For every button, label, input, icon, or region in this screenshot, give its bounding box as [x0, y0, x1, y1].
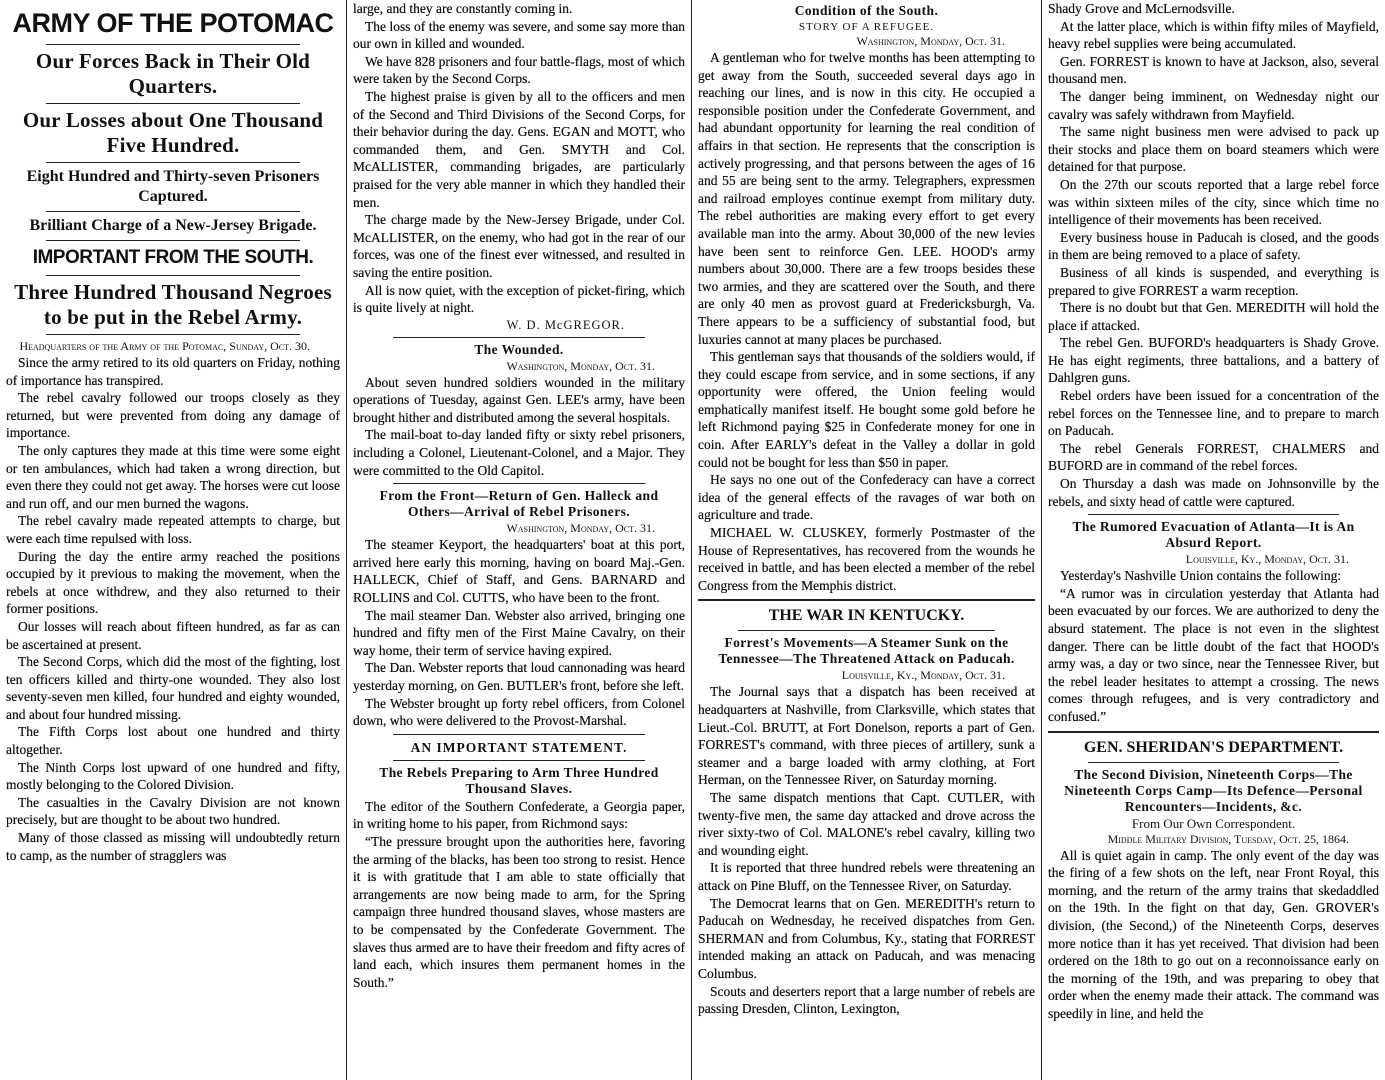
article-heading: Forrest's Movements—A Steamer Sunk on the Tennessee—The Threatened Attack on Paducah.: [718, 635, 1015, 667]
divider: [46, 103, 300, 104]
divider: [46, 240, 300, 241]
divider: [46, 275, 300, 276]
divider: [698, 599, 1035, 601]
paragraph: Yesterday's Nashville Union contains the following:: [1060, 568, 1342, 584]
dateline: Middle Military Division, Tuesday, Oct. 25, 1864.: [1107, 831, 1349, 846]
paragraph: Since the army retired to its old quarters on Friday, nothing of importance has transpired.: [6, 355, 340, 388]
article-subheading: STORY OF A REFUGEE.: [798, 21, 935, 33]
paragraph: This gentleman says that thousands of the soldiers would, if they could escape from service, and in some sections, if any opportunity were offered, the Union feeling would emphatically manifest itself. He bought some gold before he left Richmond paying $25 in Confederate money for one in coin. After EARLY's defeat in the Valley a dollar in gold could not be bought for less than $50 in paper.: [698, 349, 1035, 470]
divider: [46, 211, 300, 212]
paragraph: “The pressure brought upon the authorities here, favoring the arming of the blacks, has been too strong to resist. Hence it is with gratitude that I am able to state officially that arrangements are now being made to arm, for the Spring campaign three hundred thousand slaves, whose masters are to be compensated by the Confederate Government. The slaves thus armed are to have their freedom and fifty acres of land each, which insures them permanent homes in the South.”: [353, 833, 685, 990]
paragraph: The Democrat learns that on Gen. MEREDITH's return to Paducah on Wednesday, he received dispatches from Gen. SHERMAN and from Columbus, Ky., stating that FORREST intended making an attack on Paducah, and was menacing Columbus.: [698, 895, 1035, 981]
divider: [393, 734, 645, 735]
dateline: Louisville, Ky., Monday, Oct. 31.: [841, 668, 1005, 683]
paragraph: Our losses will reach about fifteen hundred, as far as can be ascertained at present.: [6, 618, 340, 652]
column-3: [692, 0, 1041, 1018]
paragraph: The Second Corps, which did the most of the fighting, lost ten officers killed and thirty-one wounded. They also lost seventy-seven men killed, four hundred and eighty wounded, and about four hundred missing.: [6, 654, 340, 722]
paragraph: The same dispatch mentions that Capt. CUTLER, with twenty-five men, the same day attacked and drove across the river sixty-two of Col. MALONE's rebel cavalry, killing two and wounding eight.: [698, 789, 1035, 858]
paragraph: On Thursday a dash was made on Johnsonville by the rebels, and sixty head of cattle were captured.: [1048, 476, 1379, 509]
paragraph: It is reported that three hundred rebels were threatening an attack on Pine Bluff, on the Tennessee River, on Saturday.: [698, 860, 1035, 893]
paragraph: The only captures they made at this time were some eight or ten ambulances, which had taken a wrong direction, but even there they could not get away. The horses were cut loose and run off, and our men burned the wagons.: [6, 442, 341, 511]
divider: [1048, 731, 1379, 733]
paragraph: All is quiet again in camp. The only event of the day was the firing of a few shots on the left, near Front Royal, this morning, and the return of the army trains that skedaddled on the 19th. In the fight on that day, Gen. GROVER's division, (the Second,) of the Nineteenth Corps, deserves more notice than it has yet received. That division had been ordered on the 18th to go out on a reconnoissance early on the morning of the 19th, and was preparing to obey that order when the enemy made their attack. The command was speedily in line, and held the: [1048, 847, 1379, 1021]
paragraph: The mail steamer Dan. Webster also arrived, bringing one hundred and fifty men of the First Maine Cavalry, on their way home, their term of service having expired.: [353, 607, 685, 658]
article-heading: The Rebels Preparing to Arm Three Hundred Thousand Slaves.: [379, 764, 659, 796]
paragraph: All is now quiet, with the exception of picket-firing, which is quite lively at night.: [353, 282, 685, 316]
paragraph: The mail-boat to-day landed fifty or sixty rebel prisoners, including a Colonel, Lieutenant-Colonel, and a Major. They were committed to the Old Capitol.: [353, 427, 685, 478]
section-headline: THE WAR IN KENTUCKY.: [768, 607, 965, 625]
paragraph: Many of those classed as missing will undoubtedly return to camp, as the number of stragglers was: [6, 830, 340, 863]
paragraph: Business of all kinds is suspended, and everything is prepared to give FORREST a warm reception.: [1048, 264, 1379, 298]
paragraph: We have 828 prisoners and four battle-flags, most of which were taken by the Second Corps.: [353, 53, 685, 87]
paragraph: MICHAEL W. CLUSKEY, formerly Postmaster of the House of Representatives, has recovered from the wounds he received in battle, and has been elected a member of the rebel Congress from the Memphis district.: [698, 525, 1035, 593]
paragraph: The loss of the enemy was severe, and some say more than our own in killed and wounded.: [353, 18, 685, 52]
paragraph: The same night business men were advised to pack up their stocks and place them on board steamers which were detained for that purpose.: [1048, 124, 1379, 175]
paragraph: The rebel Generals FORREST, CHALMERS and BUFORD are in command of the rebel forces.: [1048, 440, 1379, 474]
divider: [1088, 514, 1339, 515]
paragraph: large, and they are constantly coming in.: [353, 1, 573, 16]
paragraph: The steamer Keyport, the headquarters' boat at this port, arrived here early this morning, having on board Maj.-Gen. HALLECK, Chief of Staff, and Gens. BARNARD and ROLLINS and Col. CUTTS, who have been to the front.: [353, 537, 685, 606]
article-heading: The Rumored Evacuation of Atlanta—It is An Absurd Report.: [1072, 519, 1355, 551]
paragraph: There is no doubt but that Gen. MEREDITH will hold the place if attacked.: [1048, 300, 1379, 333]
dateline: Washington, Monday, Oct. 31.: [506, 358, 655, 373]
paragraph: Every business house in Paducah is closed, and the goods in them are being removed to a place of safety.: [1048, 229, 1379, 263]
paragraph: Shady Grove and McLernodsville.: [1048, 1, 1235, 16]
paragraph: The charge made by the New-Jersey Brigade, under Col. McALLISTER, on the enemy, who had got in the rear of our forces, was one of the finest ever witnessed, and resulted in saving the entire position.: [353, 212, 685, 280]
section-headline: GEN. SHERIDAN'S DEPARTMENT.: [1083, 738, 1344, 756]
paragraph: A gentleman who for twelve months has been attempting to get away from the South, succeeded several days ago in reaching our lines, and is now in this city. He occupied a responsible position under the Confederate Government, and had abundant opportunity for learning the real condition of affairs in that section. He represents that the conscription is actively progressing, and that persons between the ages of 16 and 55 are being sent to the army. Telegraphers, expressmen and railroad employes continue exempt from military duty. The rebel authorities are making every effort to get every available man into the army. About 30,000 of the new levies have been sent to reinforce Gen. LEE. HOOD's army numbers about 30,000. There are a few troops besides these two armies, and they are scattered over the South, and there are only 40 men as provost guard at Fredericksburgh, Va. There appears to be a sufficiency of substantial food, but luxuries cannot at many places be purchased.: [698, 50, 1035, 347]
paragraph: On the 27th our scouts reported that a large rebel force was within sixteen miles of the city, since which time no intelligence of their movements has been received.: [1048, 176, 1379, 228]
divider: [393, 760, 645, 761]
column-2: [347, 0, 691, 991]
subheadline: Our Losses about One Thousand Five Hundred.: [22, 108, 324, 157]
divider: [46, 44, 300, 45]
divider: [46, 334, 300, 335]
paragraph: The Ninth Corps lost upward of one hundred and fifty, mostly belonging to the Colored Division.: [6, 759, 340, 793]
column-4: [1042, 0, 1385, 1023]
paragraph: “A rumor was in circulation yesterday that Atlanta had been evacuated by our forces. We are authorized to deny the absurd statement. The place is not even in the slightest danger. There can be little doubt of the fact that HOOD's army was, a day or two since, near the Tennessee River, but the rebel leader hesitates to attempt a crossing. The news comes through refugees, and is very contradictory and confused.”: [1048, 585, 1379, 724]
paragraph: Gen. FORREST is known to have at Jackson, also, several thousand men.: [1048, 53, 1379, 87]
divider: [393, 337, 645, 338]
paragraph: Scouts and deserters report that a large number of rebels are passing Dresden, Clinton, Lexington,: [698, 983, 1035, 1017]
article-heading: The Wounded.: [474, 341, 564, 357]
article-heading: From the Front—Return of Gen. Halleck and Others—Arrival of Rebel Prisoners.: [379, 488, 659, 520]
byline: From Our Own Correspondent.: [1131, 815, 1296, 831]
subheadline: Our Forces Back in Their Old Quarters.: [35, 49, 311, 98]
headline: ARMY OF THE POTOMAC: [12, 8, 334, 38]
paragraph: At the latter place, which is within fifty miles of Mayfield, heavy rebel supplies were being accumulated.: [1048, 18, 1379, 52]
paragraph: The highest praise is given by all to the officers and men of the Second and Third Divisions of the Second Corps, for their behavior during the day. Gens. EGAN and MOTT, who commanded them, and Gen. SMYTH and Col. McALLISTER, commanding brigades, are particularly praised for the very able manner in which they handled their men.: [353, 88, 685, 210]
subheadline: Three Hundred Thousand Negroes to be put in the Rebel Army.: [14, 280, 332, 329]
paragraph: The rebel cavalry followed our troops closely as they returned, but were prevented from doing any damage of importance.: [6, 390, 340, 441]
dateline: Washington, Monday, Oct. 31.: [856, 34, 1005, 48]
paragraph: The rebel Gen. BUFORD's headquarters is Shady Grove. He has eight regiments, three battalions, and a battery of Dahlgren guns.: [1048, 335, 1379, 386]
paragraph: He says no one out of the Confederacy can have a correct idea of the general effects of the ravages of war both on agriculture and trade.: [698, 472, 1035, 523]
section-headline: Eight Hundred and Thirty-seven Prisoners Captured.: [26, 168, 320, 205]
dateline: Louisville, Ky., Monday, Oct. 31.: [1185, 552, 1349, 567]
divider: [393, 483, 645, 484]
paragraph: About seven hundred soldiers wounded in the military operations of Tuesday, against Gen. LEE's army, have been brought hither and distributed among the several hospitals.: [353, 374, 685, 425]
divider: [738, 630, 995, 631]
paragraph: The casualties in the Cavalry Division are not known precisely, but are thought to be about two hundred.: [6, 794, 340, 828]
paragraph: The editor of the Southern Confederate, a Georgia paper, in writing home to his paper, from Richmond says:: [353, 798, 685, 832]
article-heading: Condition of the South.: [794, 3, 939, 18]
headline: IMPORTANT FROM THE SOUTH.: [32, 247, 314, 268]
article-heading: The Second Division, Nineteenth Corps—The Nineteenth Corps Camp—Its Defence—Personal Rencounters—Incidents, &c.: [1064, 766, 1363, 814]
dateline: Headquarters of the Army of the Potomac, Sunday, Oct. 30.: [19, 339, 310, 353]
paragraph: The danger being imminent, on Wednesday night our cavalry was safely withdrawn from Mayfield.: [1048, 88, 1379, 122]
divider: [1088, 762, 1339, 763]
column-1: [0, 0, 346, 864]
paragraph: The Fifth Corps lost about one hundred and thirty altogether.: [6, 724, 340, 758]
paragraph: The Dan. Webster reports that loud cannonading was heard yesterday morning, on Gen. BUTLER's front, before she left.: [353, 660, 685, 693]
dateline: Washington, Monday, Oct. 31.: [506, 521, 655, 536]
paragraph: The rebel cavalry made repeated attempts to charge, but were each time repulsed with loss.: [6, 513, 340, 546]
paragraph: The Webster brought up forty rebel officers, from Colonel down, who were delivered to the Provost-Marshal.: [353, 695, 685, 729]
section-headline: Brilliant Charge of a New-Jersey Brigade.: [29, 217, 317, 234]
paragraph: Rebel orders have been issued for a concentration of the rebel forces on the Tennessee line, and to prepare to march on Paducah.: [1048, 388, 1379, 439]
paragraph: The Journal says that a dispatch has been received at headquarters at Nashville, from Clarksville, which states that Lieut.-Col. BRUTT, at Fort Donelson, reports a part of Gen. FORREST's command, with three pieces of artillery, sunk a steamer and a barge loaded with army clothing, at Fort Herman, on the Tennessee River, on Saturday morning.: [698, 684, 1035, 788]
paragraph: During the day the entire army reached the positions occupied by it previous to making the movement, when the rebels at once withdrew, and they also returned to their former positions.: [6, 548, 340, 617]
signature: W. D. McGREGOR.: [506, 317, 625, 332]
divider: [46, 162, 300, 163]
article-heading: AN IMPORTANT STATEMENT.: [410, 739, 628, 755]
